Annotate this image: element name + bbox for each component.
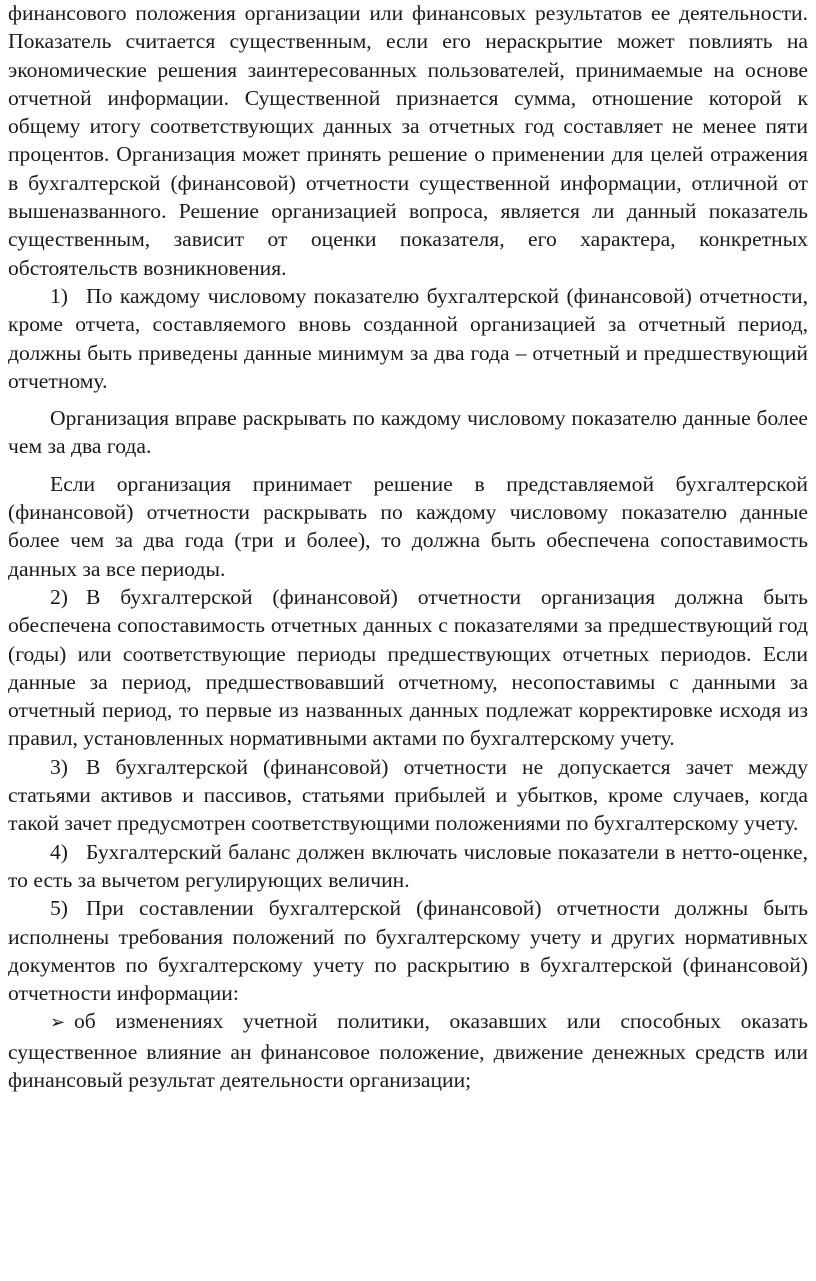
list-item-5 (8, 894, 808, 1007)
paragraph-organization-right: Организация вправе раскрывать по каждому числовому показателю данные более чем за два года. (8, 406, 808, 459)
list-text-5: При составлении бухгалтерской (финансовой) отчетности должны быть исполнены требования положений по бухгалтерскому учету и других нормативных документов по бухгалтерскому учету по раскрытию в бухгалтерской (финансовой) отчетности информации: (8, 896, 808, 1006)
list-number-3: 3) (50, 754, 68, 779)
bullet-text-1: об изменениях учетной политики, оказавших или способных оказать существенное влияние ан финансовое положение, движение денежных средств или финансовый результат деятельности организации; (8, 1009, 808, 1092)
paragraph-materiality: финансового положения организации или финансовых результатов ее деятельности. Показатель считается существенным, если его нераскрытие может повлиять на экономические решения заинтересованных пользователей, принимаемые на основе отчетной информации. Существенной признается сумма, отношение которой к общему итогу соответствующих данных за отчетных год составляет не менее пяти процентов. Организация может принять решение о применении для целей отражения в бухгалтерской (финансовой) отчетности существенной информации, отличной от вышеназванного. Решение организацией вопроса, является ли данный показатель существенным, зависит от оценки показателя, его характера, конкретных обстоятельств возникновения. (8, 1, 808, 280)
paragraph-comparability: Если организация принимает решение в представляемой бухгалтерской (финансовой) отчетности раскрывать по каждому числовому показателю данные более чем за два года (три и более), то должна быть обеспечена сопоставимость данных за все периоды. (8, 471, 808, 581)
list-text-2: В бухгалтерской (финансовой) отчетности организация должна быть обеспечена сопоставимость отчетных данных с показателями за предшествующий год (годы) или соответствующие периоды предшествующих отчетных периодов. Если данные за период, предшествовавший отчетному, несопоставимы с данными за отчетный период, то первые из названных данных подлежат корректировке исходя из правил, установленных нормативными актами по бухгалтерскому учету. (8, 584, 808, 751)
list-item-3 (8, 753, 808, 838)
list-number-2: 2) (50, 584, 68, 609)
bullet-item-1 (8, 1007, 808, 1094)
list-number-5: 5) (50, 896, 68, 921)
list-number-4: 4) (50, 839, 68, 864)
list-text-3: В бухгалтерской (финансовой) отчетности не допускается зачет между статьями активов и пассивов, статьями прибылей и убытков, кроме случаев, когда такой зачет предусмотрен соответствующими положениями по бухгалтерскому учету. (8, 754, 808, 836)
list-text-4: Бухгалтерский баланс должен включать числовые показатели в нетто-оценке, то есть за вычетом регулирующих величин. (8, 839, 808, 892)
arrow-bullet-icon: ➢ (50, 1012, 66, 1034)
list-text-1: По каждому числовому показателю бухгалтерской (финансовой) отчетности, кроме отчета, составляемого вновь созданной организацией за отчетный период, должны быть приведены данные минимум за два года – отчетный и предшествующий отчетному. (8, 283, 808, 393)
list-item-1 (8, 282, 808, 395)
list-item-4 (8, 838, 808, 895)
list-number-1: 1) (50, 283, 68, 308)
list-item-2 (8, 583, 808, 753)
